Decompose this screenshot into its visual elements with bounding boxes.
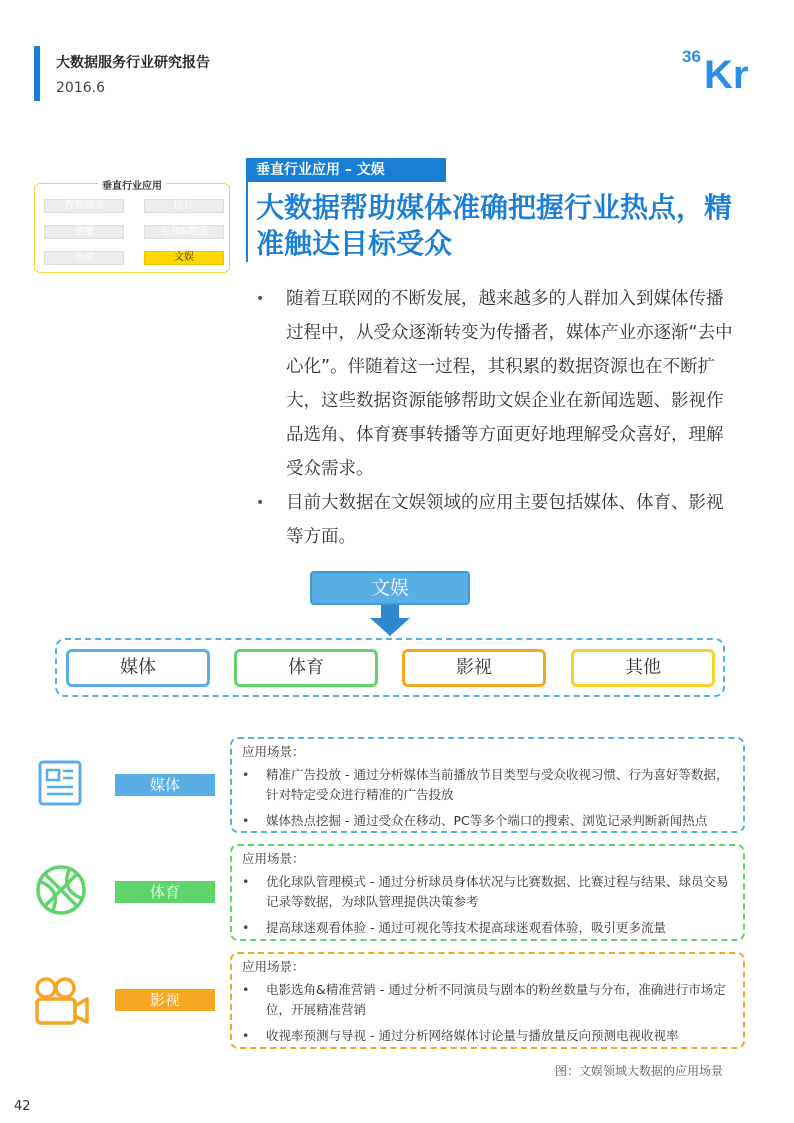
video-camera-icon — [34, 976, 90, 1026]
scene-item: • 收视率预测与导视 - 通过分析网络媒体讨论量与播放量反向预测电视收视率 — [242, 1026, 733, 1046]
svg-text:Kr: Kr — [704, 53, 749, 92]
category-film: 影视 — [402, 649, 546, 687]
minimap-item-ecommerce: 电商&物流 — [144, 225, 224, 239]
category-media: 媒体 — [66, 649, 210, 687]
basketball-icon — [35, 864, 87, 916]
minimap-title: 垂直行业应用 — [35, 177, 229, 192]
body-bullet: • 目前大数据在文娱领域的应用主要包括媒体、体育、影视等方面。 — [254, 486, 734, 554]
scene-item: • 优化球队管理模式 - 通过分析球员身体状况与比赛数据、比赛过程与结果、球员交易记录等数据，为球队管理提供决策参考 — [242, 872, 733, 912]
section-minimap — [34, 183, 230, 273]
scene-list — [242, 980, 733, 1046]
scene-item: • 提高球迷观看体验 - 通过可视化等技术提高球迷观看体验，吸引更多流量 — [242, 918, 733, 938]
scene-label-sports: 体育 — [115, 881, 215, 903]
minimap-item-entertainment: 文娱 — [144, 251, 224, 265]
scene-heading: 应用场景： — [242, 851, 305, 866]
scene-box-media — [230, 737, 745, 833]
down-arrow-head — [370, 618, 410, 636]
scene-list — [242, 872, 733, 938]
scene-item: • 媒体热点挖掘 - 通过受众在移动、PC等多个端口的搜索、浏览记录判断新闻热点 — [242, 811, 733, 831]
newspaper-icon — [38, 760, 82, 806]
minimap-item-medical: 医疗 — [144, 199, 224, 213]
category-sports: 体育 — [234, 649, 378, 687]
figure-caption: 图：文娱领域大数据的应用场景 — [555, 1064, 724, 1078]
section-tag: 垂直行业应用 – 文娱 — [248, 158, 446, 182]
diagram-root-node: 文娱 — [310, 571, 470, 605]
scene-box-sports — [230, 844, 745, 941]
scene-item: • 电影选角&精准营销 - 通过分析不同演员与剧本的粉丝数量与分布，准确进行市场定位，开展精准营销 — [242, 980, 733, 1020]
report-title: 大数据服务行业研究报告 — [56, 55, 210, 71]
page-number: 42 — [14, 1099, 31, 1114]
minimap-item-finance: 金融 — [44, 225, 124, 239]
scene-label-media: 媒体 — [115, 774, 215, 796]
header-accent-bar — [34, 46, 40, 101]
scene-heading: 应用场景： — [242, 959, 305, 974]
minimap-item-smart-city: 智慧城市 — [44, 199, 124, 213]
scene-label-film: 影视 — [115, 989, 215, 1011]
category-other: 其他 — [571, 649, 715, 687]
section-title: 大数据帮助媒体准确把握行业热点，精准触达目标受众 — [256, 191, 733, 260]
body-bullet: • 随着互联网的不断发展，越来越多的人群加入到媒体传播过程中，从受众逐渐转变为传播者，媒体产业亦逐渐“去中心化”。伴随着这一过程，其积累的数据资源也在不断扩大，这些数据资源能够帮助文娱企业在新闻选题、影视作品选角、体育赛事转播等方面更好地理解受众喜好，理解受众需求。 — [254, 282, 734, 486]
minimap-item-telecom: 电信 — [44, 251, 124, 265]
body-bullets — [254, 282, 734, 554]
scene-item: • 精准广告投放 - 通过分析媒体当前播放节目类型与受众收视习惯、行为喜好等数据，针对特定受众进行精准的广告投放 — [242, 765, 733, 805]
scene-heading: 应用场景： — [242, 744, 305, 759]
svg-text:36: 36 — [682, 47, 701, 66]
scene-box-film — [230, 952, 745, 1049]
scene-list — [242, 765, 733, 831]
down-arrow-icon — [381, 605, 399, 619]
report-date: 2016.6 — [56, 80, 105, 96]
brand-logo — [680, 44, 766, 92]
